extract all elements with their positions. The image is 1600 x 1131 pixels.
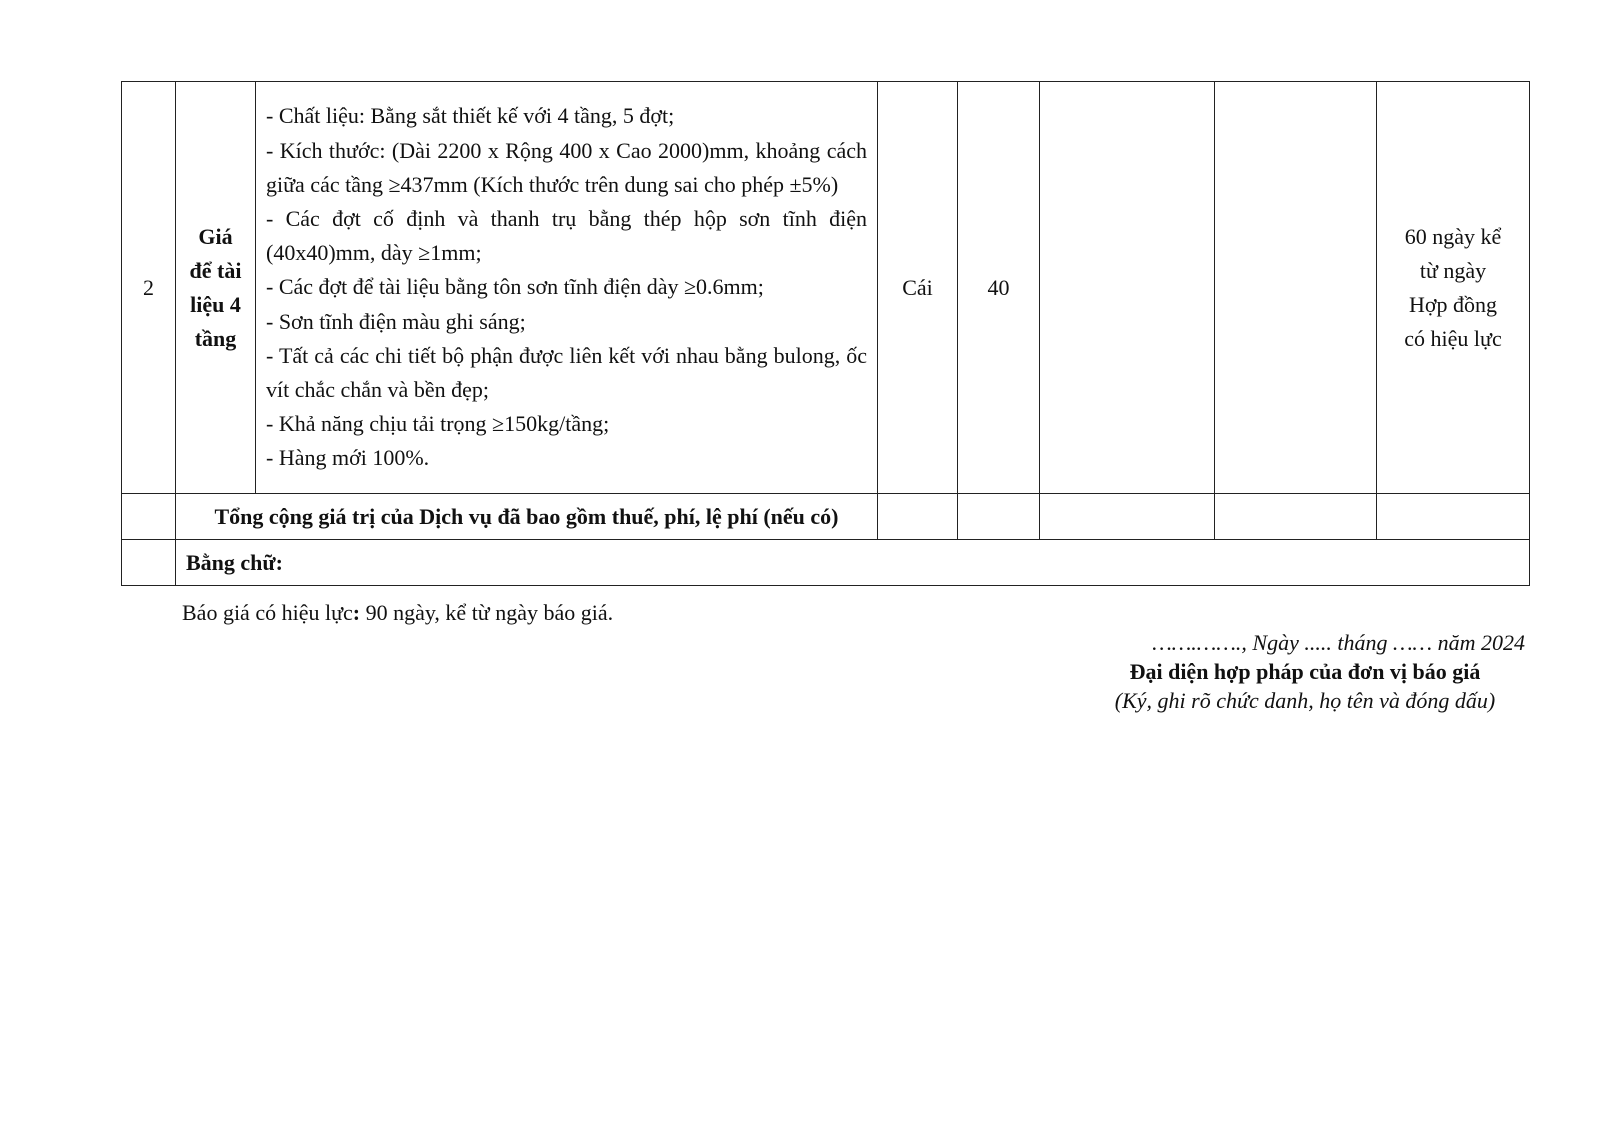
unit-cell: Cái: [878, 82, 958, 494]
quantity-cell: 40: [958, 82, 1040, 494]
quote-validity: [182, 600, 613, 626]
row-number: 2: [122, 82, 176, 494]
delivery-line: 60 ngày kể: [1404, 223, 1502, 249]
empty-cell: [122, 494, 176, 540]
description-line: - Các đợt cố định và thanh trụ bằng thép hộp sơn tĩnh điện (40x40)mm, dày ≥1mm;: [266, 205, 867, 266]
item-name-line: liệu 4: [190, 291, 241, 317]
quotation-table: [121, 81, 1530, 586]
description-line: - Kích thước: (Dài 2200 x Rộng 400 x Cao 2000)mm, khoảng cách giữa các tầng ≥437mm (Kích thước trên dung sai cho phép ±5%): [266, 137, 867, 197]
description-line: - Sơn tĩnh điện màu ghi sáng;: [266, 308, 526, 334]
amount-in-words-row: [122, 540, 1530, 586]
delivery-line: có hiệu lực: [1404, 325, 1502, 351]
description-line: - Tất cả các chi tiết bộ phận được liên kết với nhau bằng bulong, ốc vít chắc chắn và bền đẹp;: [266, 342, 867, 402]
description-line: - Chất liệu: Bằng sắt thiết kế với 4 tầng, 5 đợt;: [266, 103, 675, 129]
empty-cell: [958, 494, 1040, 540]
item-name-line: tầng: [194, 325, 237, 351]
delivery-line: từ ngày: [1419, 257, 1487, 283]
item-name-line: để tài: [189, 257, 242, 283]
empty-cell: [1040, 494, 1215, 540]
unit-price-cell: [1040, 82, 1215, 494]
total-price-cell: [1215, 82, 1377, 494]
amount-in-words-label: Bằng chữ:: [176, 540, 1530, 586]
empty-cell: [878, 494, 958, 540]
table-row: [122, 82, 1530, 494]
signature-block: [1080, 628, 1530, 716]
validity-colon: :: [352, 600, 361, 625]
total-label: Tổng cộng giá trị của Dịch vụ đã bao gồm thuế, phí, lệ phí (nếu có): [176, 494, 878, 540]
delivery-time-cell: [1377, 82, 1530, 494]
description-line: - Các đợt để tài liệu bằng tôn sơn tĩnh điện dày ≥0.6mm;: [266, 274, 764, 300]
empty-cell: [122, 540, 176, 586]
total-row: [122, 494, 1530, 540]
item-name-cell: [176, 82, 256, 494]
validity-prefix: Báo giá có hiệu lực: [182, 600, 353, 625]
delivery-line: Hợp đồng: [1408, 291, 1498, 317]
item-description-cell: [256, 82, 878, 494]
description-line: - Hàng mới 100%.: [266, 445, 430, 471]
validity-value: 90 ngày, kể từ ngày báo giá.: [360, 600, 614, 625]
empty-cell: [1215, 494, 1377, 540]
item-name-line: Giá: [198, 223, 233, 249]
empty-cell: [1377, 494, 1530, 540]
signature-title: Đại diện hợp pháp của đơn vị báo giá: [1129, 659, 1481, 684]
signature-note: (Ký, ghi rõ chức danh, họ tên và đóng dấu): [1114, 688, 1496, 713]
description-line: - Khả năng chịu tải trọng ≥150kg/tầng;: [266, 411, 610, 437]
signature-date-line: …….……., Ngày ..... tháng …… năm 2024: [1152, 630, 1525, 655]
